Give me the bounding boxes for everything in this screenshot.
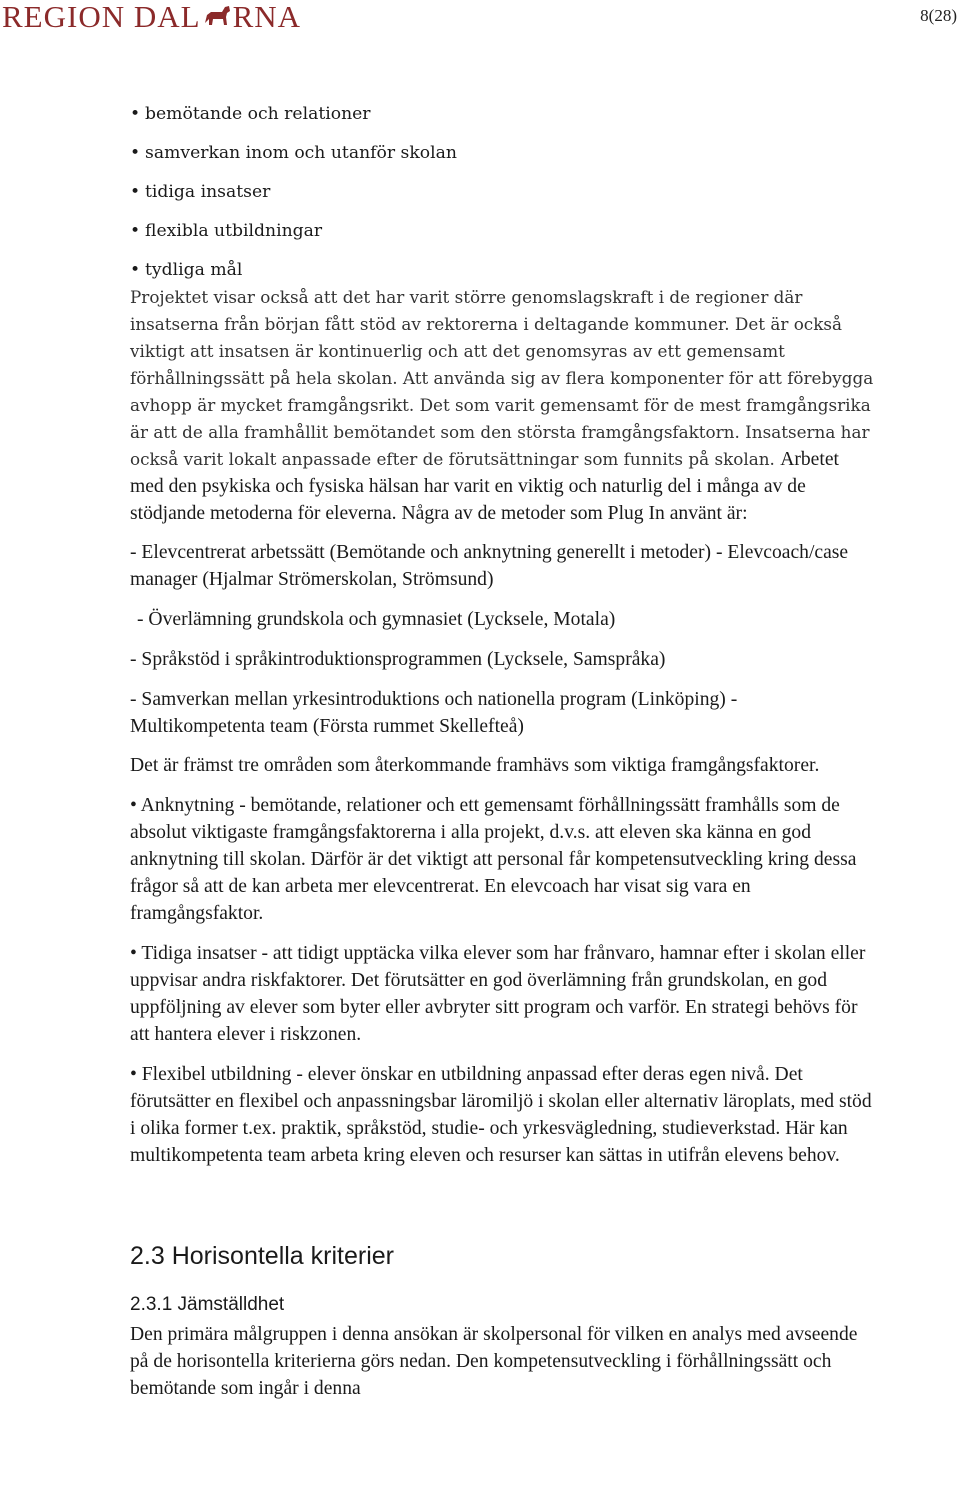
method-item: - Elevcentrerat arbetssätt (Bemötande och anknytning generellt i metoder) - Elevcoach/case manager (Hjalmar Strömerskolan, Strömsund) (130, 542, 849, 590)
factor-paragraph: • Tidiga insatser - att tidigt upptäcka vilka elever som har frånvaro, hamnar efter i skolan eller uppvisar andra riskfaktorer. Det förutsätter en god överlämning från grundskolan, en god uppföljning av elever som byter eller avbryter sitt program och varför. En strategi behövs för att hantera elever i riskzonen. (130, 943, 866, 1045)
list-item: • tydliga mål (130, 257, 875, 296)
top-bullet-list (130, 101, 875, 296)
method-item: - Överlämning grundskola och gymnasiet (Lycksele, Motala) (137, 609, 616, 630)
method-item: - Samverkan mellan yrkesintroduktions och nationella program (Linköping) - Multikompetenta team (Första rummet Skellefteå) (130, 689, 738, 737)
logo-text-left: REGION DAL (2, 0, 201, 34)
dala-horse-icon (202, 3, 232, 31)
summary-paragraph: Det är främst tre områden som återkommande framhävs som viktiga framgångsfaktorer. (130, 755, 820, 776)
page-header (0, 0, 960, 40)
list-item: • tidiga insatser (130, 179, 875, 218)
subsection-heading: 2.3.1 Jämställdhet (130, 1294, 285, 1315)
list-item: • flexibla utbildningar (130, 218, 875, 257)
page-number: 8(28) (920, 6, 957, 25)
factor-paragraph: • Flexibel utbildning - elever önskar en utbildning anpassad efter deras egen nivå. Det förutsätter en flexibel och anpassningsbar läromiljö i skolan eller alternativ läroplats, med stöd i olika former t.ex. praktik, språkstöd, studie- och yrkesvägledning, studieverkstad. Här kan multikompetenta team arbeta kring eleven och resurser kan sättas in utifrån elevens behov. (130, 1064, 872, 1166)
section-paragraph: Den primära målgruppen i denna ansökan är skolpersonal för vilken en analys med avseende på de horisontella kriterierna görs nedan. Den kompetensutveckling i förhållningssätt och bemötande som ingår i denna (130, 1324, 858, 1399)
region-dalarna-logo (2, 0, 301, 34)
method-item: - Språkstöd i språkintroduktionsprogrammen (Lycksele, Samspråka) (130, 649, 666, 670)
list-item: • samverkan inom och utanför skolan (130, 140, 875, 179)
paragraph-project-results: Projektet visar också att det har varit större genomslagskraft i de regioner där insatserna från början fått stöd av rektorerna i deltagande kommuner. Det är också viktigt att insatsen är kontinuerlig och att det genomsyras av ett gemensamt förhållningssätt på hela skolan. Att använda sig av flera komponenter för att förebygga avhopp är mycket framgångsrikt. Det som varit gemensamt för de mest framgångsrika är att de alla framhållit bemötandet som den största framgångsfaktorn. Insatserna har också varit lokalt anpassade efter de förutsättningar som funnits på skolan. Arbetet med den psykiska och fysiska hälsan har varit en viktig och naturlig del i många av de stödjande metoderna för eleverna. Några av de metoder som Plug In använt är: (130, 287, 874, 524)
document-body (130, 101, 875, 1402)
factor-paragraph: • Anknytning - bemötande, relationer och ett gemensamt förhållningssätt framhålls som de absolut viktigaste framgångsfaktorerna i alla projekt, d.v.s. att eleven ska känna en god anknytning till skolan. Därför är det viktigt att personal får kompetensutveckling kring dessa frågor så att de kan arbeta mer elevcentrerat. En elevcoach har visat sig vara en framgångsfaktor. (130, 795, 857, 924)
section-heading: 2.3 Horisontella kriterier (130, 1242, 394, 1270)
logo-text-right: RNA (232, 0, 302, 34)
list-item: • bemötande och relationer (130, 101, 875, 140)
